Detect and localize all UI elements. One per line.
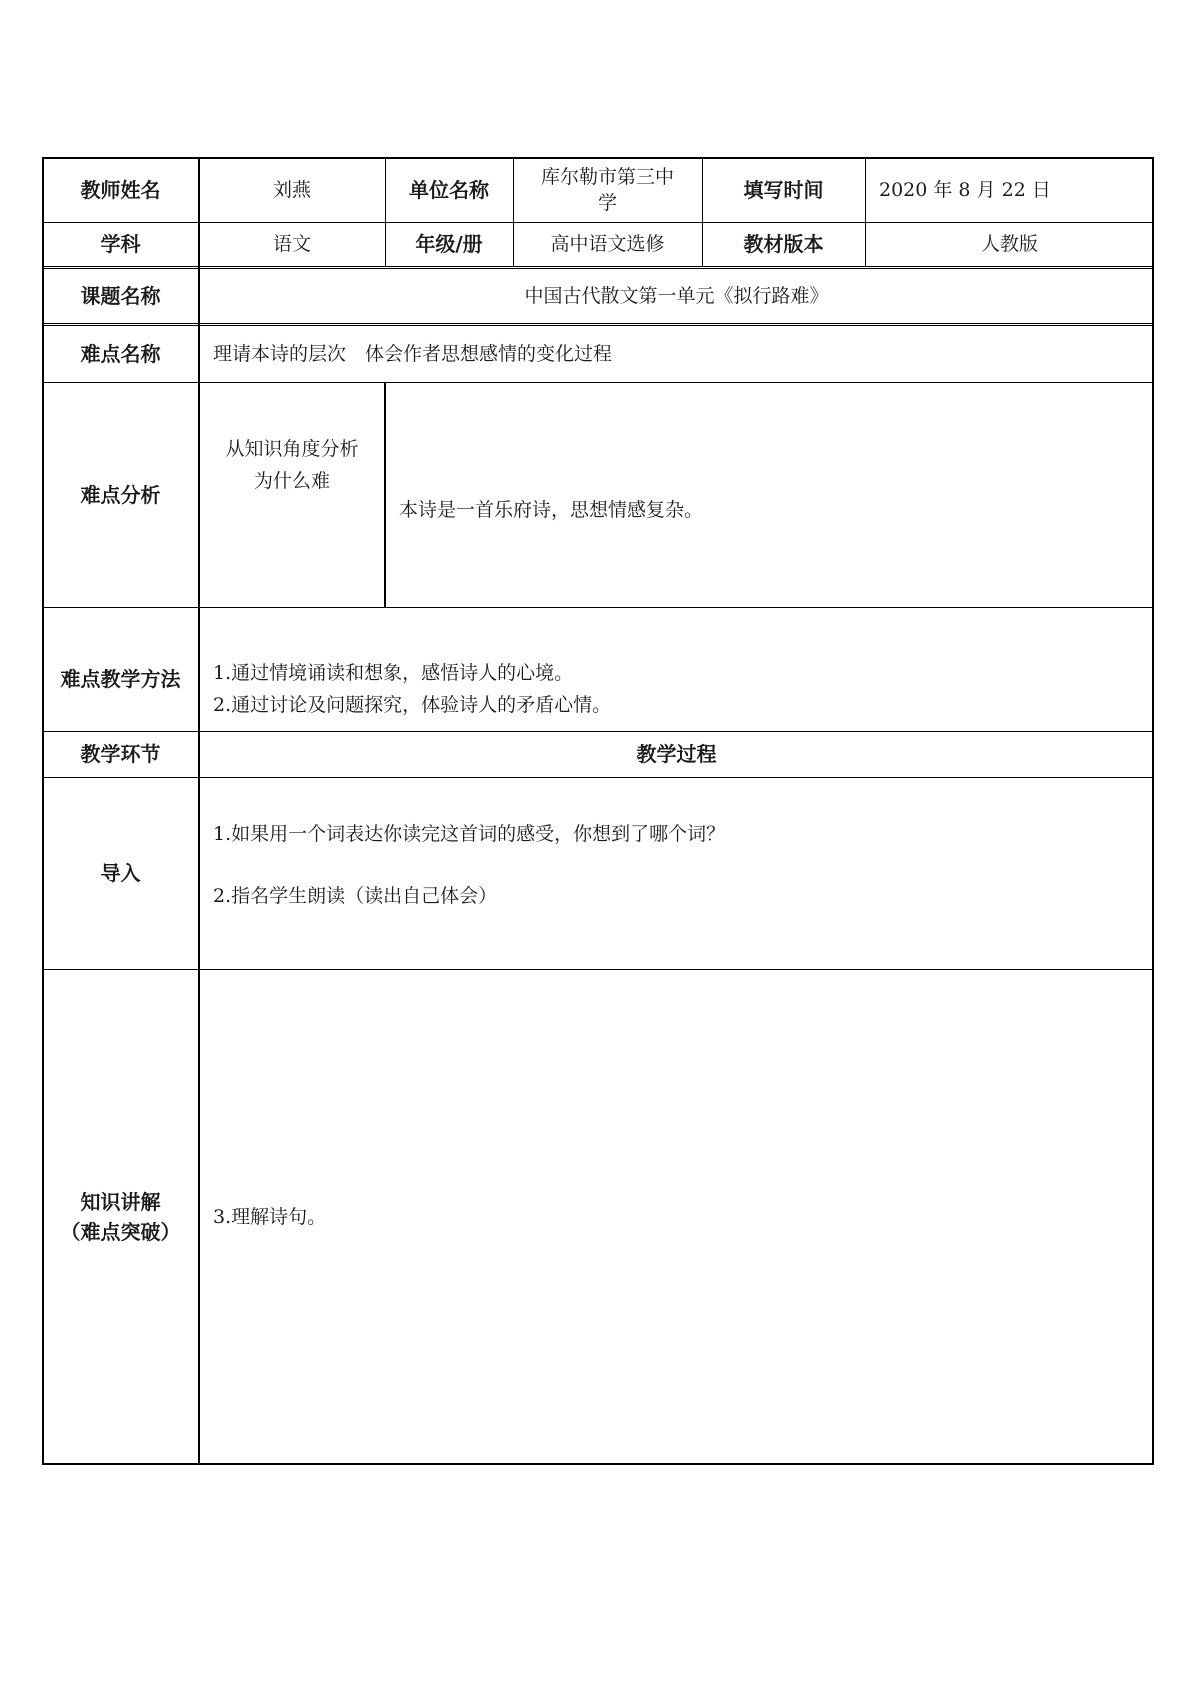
analysis-sub-label-line1: 从知识角度分析	[225, 437, 359, 460]
intro-list	[199, 777, 1154, 969]
unit-name-value	[513, 157, 702, 222]
row-divider	[42, 325, 1154, 326]
process-header: 教学过程	[636, 742, 717, 766]
intro-item-1: 1.如果用一个词表达你读完这首词的感受，你想到了哪个词？	[213, 823, 726, 845]
row-divider	[42, 268, 1154, 269]
topic-label: 课题名称	[80, 283, 161, 308]
teacher-name-value: 刘燕	[272, 178, 311, 201]
table-border-bottom	[42, 1463, 1154, 1465]
fill-date-value: 2020 年 8 月 22 日	[879, 178, 1051, 201]
analysis-label: 难点分析	[80, 482, 161, 507]
knowledge-label-line2: （难点突破）	[60, 1220, 181, 1244]
edition-label: 教材版本	[743, 232, 824, 256]
method-item-1: 1.通过情境诵读和想象，感悟诗人的心境。	[213, 662, 574, 684]
column-divider	[702, 157, 703, 266]
row-divider	[42, 222, 1154, 223]
method-item-2: 2.通过讨论及问题探究，体验诗人的矛盾心情。	[213, 694, 612, 716]
row-divider	[42, 382, 1154, 383]
column-divider	[385, 157, 386, 266]
difficulty-label: 难点名称	[80, 341, 161, 366]
edition-value: 人教版	[980, 233, 1038, 255]
table-border-top	[42, 157, 1154, 159]
analysis-sub-label-line2: 为什么难	[253, 469, 330, 492]
table-border-left	[42, 157, 44, 1465]
column-divider	[384, 382, 386, 607]
fill-date-label: 填写时间	[743, 177, 824, 202]
unit-name-label: 单位名称	[409, 177, 489, 202]
stage-header: 教学环节	[80, 742, 161, 766]
subject-value: 语文	[272, 233, 311, 255]
method-list	[199, 607, 1154, 731]
unit-name-line1: 库尔勒市第三中	[540, 165, 674, 188]
table-border-right	[1152, 157, 1154, 1465]
column-divider	[865, 157, 866, 266]
intro-label: 导入	[100, 861, 141, 885]
row-divider	[42, 266, 1154, 267]
knowledge-label-line1: 知识讲解	[80, 1190, 161, 1214]
unit-name-line2: 学	[597, 191, 617, 214]
row-divider	[42, 777, 1154, 778]
intro-item-2: 2.指名学生朗读（读出自己体会）	[213, 885, 498, 907]
lesson-plan-table	[42, 157, 1154, 1465]
subject-label: 学科	[100, 232, 141, 256]
row-divider	[42, 323, 1154, 324]
row-divider	[42, 731, 1154, 732]
method-label: 难点教学方法	[60, 667, 181, 691]
grade-label: 年级/册	[415, 232, 483, 256]
grade-value: 高中语文选修	[550, 233, 665, 255]
knowledge-value: 3.理解诗句。	[213, 1206, 327, 1228]
topic-value: 中国古代散文第一单元《拟行路难》	[524, 284, 829, 307]
column-divider	[513, 157, 514, 266]
knowledge-label	[42, 969, 199, 1465]
analysis-sub-label	[199, 352, 385, 577]
analysis-value: 本诗是一首乐府诗，思想情感复杂。	[399, 498, 704, 521]
teacher-name-label: 教师姓名	[80, 177, 161, 202]
row-divider	[42, 607, 1154, 608]
difficulty-value: 理请本诗的层次 体会作者思想感情的变化过程	[213, 342, 613, 365]
row-divider	[42, 969, 1154, 970]
column-divider	[198, 157, 200, 1465]
